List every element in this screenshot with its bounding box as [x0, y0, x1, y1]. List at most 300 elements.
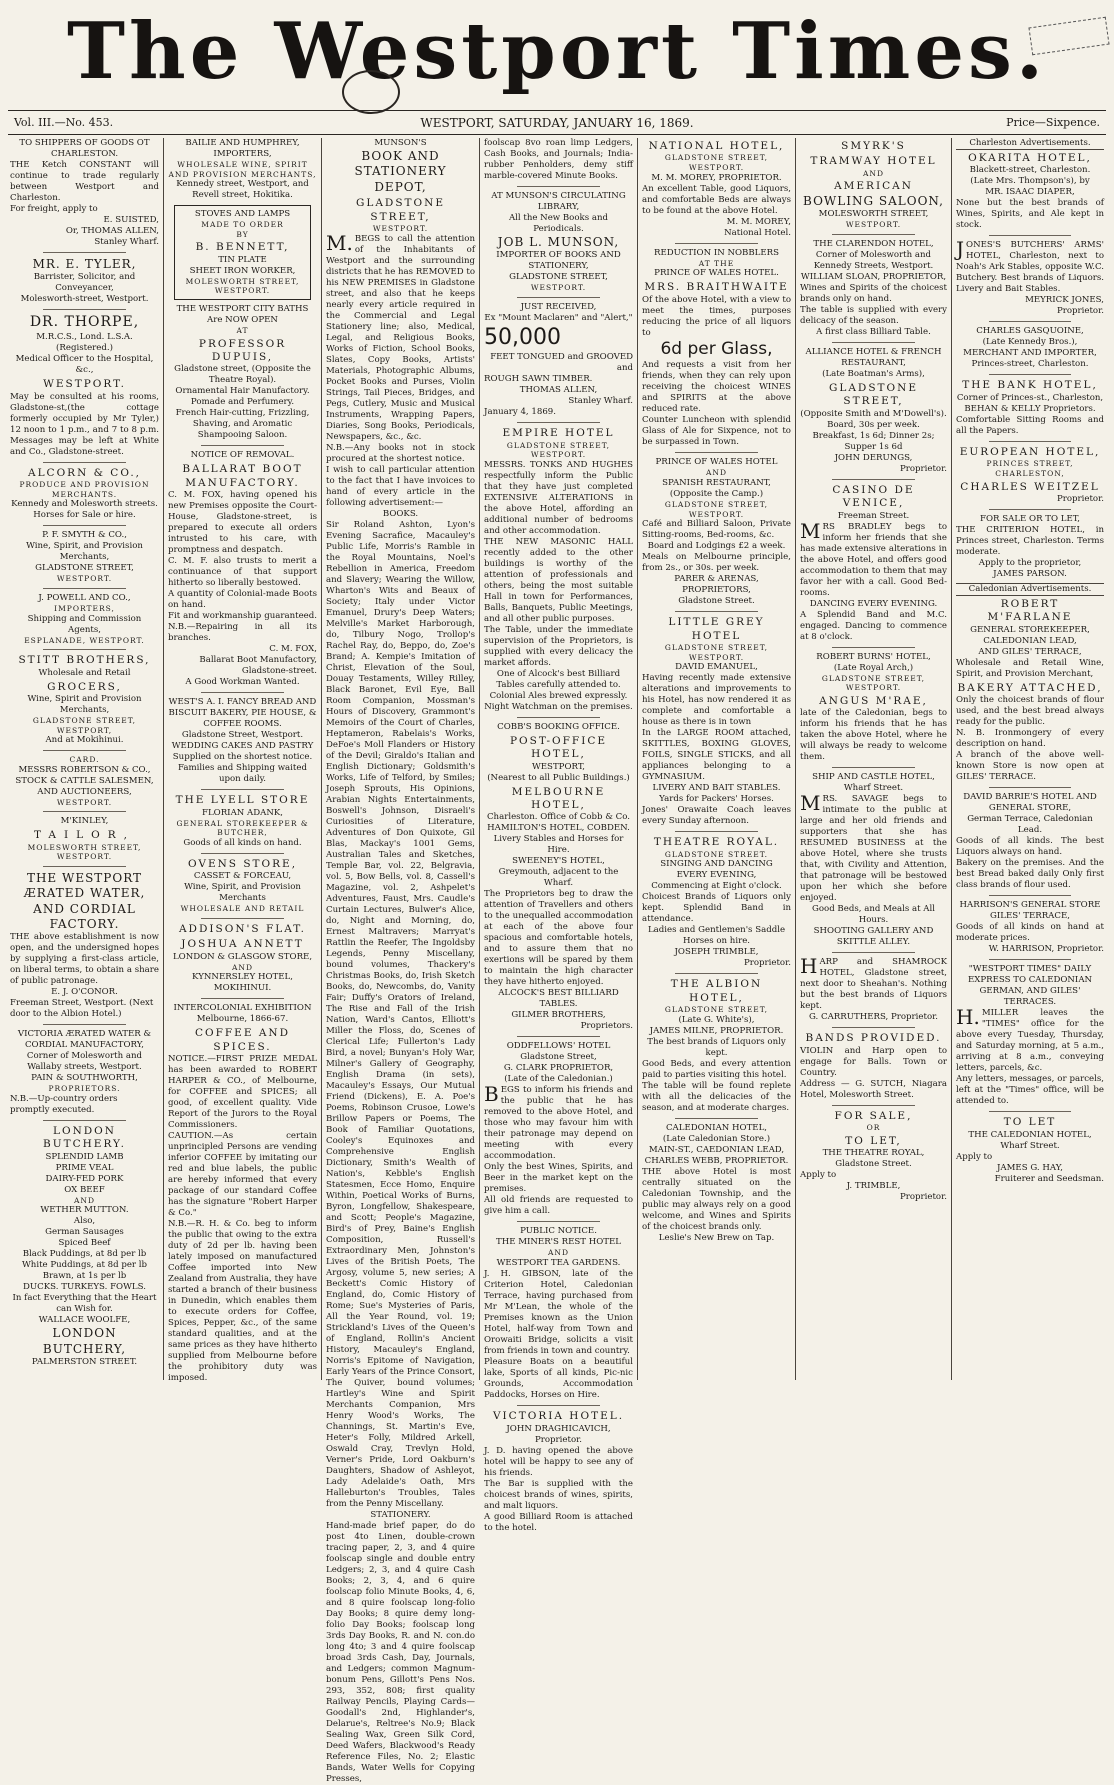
- ad-heading: NATIONAL HOTEL,: [648, 140, 785, 152]
- divider: [517, 1221, 600, 1222]
- ad-text: Brawn, at 1s per lb: [42, 1271, 127, 1282]
- ad-text: Apply to: [956, 1151, 993, 1162]
- ad-text: EVERY EVENING,: [676, 870, 757, 881]
- ad-text: SPLENDID LAMB: [45, 1151, 124, 1162]
- ad-text: I wish to call particular attention to the fact that I have invoices to hand of every article in the following advertisement:—: [326, 464, 475, 508]
- ad-heading: COFFEE AND SPICES.: [194, 1027, 291, 1053]
- issue-date: WESTPORT, SATURDAY, JANUARY 16, 1869.: [420, 116, 694, 130]
- ad-text: GLADSTONE STREET, WESTPORT.: [821, 673, 926, 693]
- divider: [832, 342, 914, 343]
- ad-heading: M'KINLEY,: [60, 816, 109, 827]
- ad-text: GENERAL STOREKEEPER,: [970, 624, 1090, 635]
- ad-text: Choicest Brands of Liquors only kept. Splendid Band in attendance.: [642, 892, 791, 925]
- ad-heading: STITT BROTHERS,: [18, 654, 151, 667]
- ad-text: DAIRY-FED PORK: [45, 1173, 124, 1184]
- ad-text: Colonial Ales brewed expressly.: [489, 690, 628, 701]
- ad-heading: MR. E. TYLER,: [32, 257, 137, 271]
- ad-text: FEET TONGUED and GROOVED and: [490, 352, 633, 374]
- ad-text: In the LARGE ROOM attached, SKITTLES, BOXING GLOVES, FOILS, SINGLE STICKS, and all appliances belonging to a GYMNASIUM.: [642, 728, 791, 783]
- ad-signature: Stanley Wharf.: [568, 396, 633, 407]
- ad-heading: DR. THORPE,: [29, 314, 140, 331]
- ad-heading: THE WESTPORT ÆRATED WATER, AND CORDIAL FACTORY.: [23, 870, 146, 932]
- ad-text: Ex "Mount Maclaren" and "Alert,": [484, 312, 633, 323]
- ad-heading: MRS. BRAITHWAITE: [644, 281, 789, 294]
- ad-text: CARD.: [69, 755, 100, 765]
- ad-text: An excellent Table, good Liquors, and comfortable Beds are always to be found at the above Hotel.: [642, 183, 791, 216]
- ad-text: All the New Books and Periodicals.: [508, 213, 609, 234]
- ad-text: THE CRITERION HOTEL, in Princes street, Charleston. Terms moderate.: [956, 524, 1104, 557]
- ad-text: GLADSTONE STREET,: [828, 381, 919, 408]
- ad-text: DUCKS. TURKEYS. FOWLS.: [23, 1282, 146, 1293]
- ad-signature: Gladstone Street.: [678, 596, 755, 607]
- ad-heading: INTERCOLONIAL EXHIBITION: [173, 1003, 312, 1014]
- divider: [517, 422, 600, 423]
- ad-text: Pleasure Boats on a beautiful lake, Sports of all kinds, Pic-nic Grounds, Accommodation Paddocks, Horses on Hire.: [484, 1357, 633, 1401]
- divider: [675, 243, 758, 244]
- ad-text: January 4, 1869.: [484, 407, 556, 418]
- ad-heading: DAVID BARRIE'S HOTEL AND GENERAL STORE,: [963, 792, 1097, 814]
- ad-text: MR. ISAAC DIAPER,: [985, 187, 1075, 198]
- ad-text: In fact Everything that the Heart can Wish for.: [12, 1293, 157, 1315]
- column-4: [480, 138, 638, 1533]
- divider: [675, 452, 758, 453]
- ad-text: N.B.—R. H. & Co. beg to inform the public that owing to the extra duty of 2d per lb. having been lately imposed on manufactured Coffee imported into New Zealand from Australia, they have started a branch of their business in Dunedin, which enables them to execute orders for Coffee, Spices, Pepper, &c., of the same standard qualities, and at the same prices as they have hitherto supplied from Melbourne before the prohibitory duty was imposed.: [168, 1219, 317, 1384]
- newspaper-title: The Westport Times.: [66, 6, 1048, 97]
- ad-text: AND: [863, 168, 884, 178]
- ad-heading: OVENS STORE,: [187, 857, 298, 870]
- ad-heading: P. F. SMYTH & CO.,: [42, 530, 127, 541]
- column-7: [952, 138, 1108, 1380]
- ad-text: J. D. having opened the above hotel will be happy to see any of his friends.: [484, 1445, 633, 1478]
- ad-text: The table will be found replete with all the delicacies of the season, and at moderate charges.: [642, 1080, 791, 1113]
- divider: [989, 895, 1072, 896]
- ad-text: MOLESWORTH STREET,: [27, 842, 142, 852]
- ad-text: May be consulted at his rooms, Gladstone-st,(the cottage formerly occupied by Mr Tyler,) 12 noon to 1 p.m., and 7 to 8 p.m. Messages may be left at White and Co., Gladstone-street.: [10, 391, 159, 457]
- ad-text: THE NEW MASONIC HALL recently added to the other buildings is worthy of the attention of professionals and others, being the most suitable Hall in town for Performances, Balls, Banquets, Public Meetings, and all other public purposes.: [484, 536, 633, 624]
- ad-text: Goods of all kinds on hand.: [183, 837, 302, 848]
- ad-text: OR: [866, 1123, 881, 1133]
- ad-text: PRINCES STREET, CHARLESTON,: [986, 459, 1074, 478]
- volume-number: Vol. III.—No. 453.: [14, 116, 114, 129]
- ad-text: GLADSTONE STREET,: [35, 563, 134, 574]
- ad-text: GENERAL STOREKEEPER & BUTCHER,: [176, 818, 309, 838]
- ad-text: Barrister, Solicitor, and Conveyancer,: [33, 272, 136, 294]
- divider: [201, 789, 284, 790]
- ad-text: The Bar is supplied with the choicest brands of wines, spirits, and malt liquors.: [484, 1478, 633, 1511]
- ad-text: M.BEGS to call the attention of the Inhabitants of Westport and the surrounding districts that he has REMOVED to his NEW PREMISES in Gladstone street, and also that he keeps nearly every article required in the Commercial and Legal Stationery line; also, Medical, Legal, and Religious Books, Works of Fiction, School Books, Slates, Copy Books, Artists' Materials, Photographic Albums, Pocket Books and Purses, Violin Strings, Tail Pieces, Bridges, and Pegs, Cutlery, Music and Musical Instruments, Wrapping Papers, Diaries, Song Books, Periodicals, Newspapers, &c., &c.: [326, 230, 475, 442]
- ad-text: M.R.C.S., Lond. L.S.A. (Registered.): [36, 332, 133, 354]
- ad-heading: SHIP AND CASTLE HOTEL,: [812, 772, 935, 783]
- ad-heading: THE WESTPORT CITY BATHS Are NOW OPEN: [176, 304, 309, 325]
- ad-text: GLADSTONE STREET,: [664, 1005, 769, 1015]
- ad-heading: JOSHUA ANNETT: [181, 938, 304, 951]
- ad-text: GLADSTONE STREET, WESTPORT.: [506, 440, 611, 460]
- ad-text: (Late Kennedy Bros.),: [982, 337, 1078, 348]
- ad-signature: C. M. FOX,: [269, 644, 317, 655]
- ad-text: MERCHANT AND IMPORTER,: [963, 348, 1097, 359]
- ad-text: A Splendid Band and M.C. engaged. Dancing to commence at 8 o'clock.: [800, 609, 947, 642]
- ad-heading: STOVES AND LAMPS: [194, 209, 291, 220]
- ad-signature: Proprietor.: [899, 1192, 947, 1203]
- ad-text: AND: [74, 1195, 95, 1205]
- ad-heading: THE MINER'S REST HOTEL: [495, 1237, 622, 1248]
- ad-text: Wholesale and Retail: [38, 667, 131, 678]
- ad-heading: VICTORIA HOTEL.: [492, 1410, 625, 1423]
- ad-text: PROPRIETORS.: [48, 1084, 121, 1094]
- ad-text: AT: [236, 326, 249, 335]
- ad-signature: E. J. O'CONOR.: [51, 987, 118, 998]
- royal-seal-emblem: [342, 70, 400, 114]
- ad-heading: BOOK AND STATIONERY DEPOT,: [354, 149, 447, 194]
- ad-heading: THE CALEDONIAN HOTEL,: [968, 1129, 1092, 1140]
- ad-text: A first class Billiard Table.: [816, 326, 931, 337]
- ad-text: CASSET & FORCEAU,: [193, 871, 292, 882]
- ad-heading: ALLIANCE HOTEL & FRENCH RESTAURANT,: [805, 346, 942, 368]
- ad-text: foolscap 8vo roan limp Ledgers, Cash Books, and Journals; India-rubber Penholders, demy stiff marble-covered Minute Books.: [484, 138, 633, 181]
- divider: [832, 1027, 914, 1028]
- ad-signature: Proprietors.: [580, 1021, 633, 1032]
- ad-text: Hand-made brief paper, do do post 4to Linen, double-crown tracing paper, 2, 3, and 4 quire foolscap single and double entry Ledgers; 2, 3, and 4 quire Cash Books; 2, 3, 4, and 6 quire foolscap folio Minute Books, 4, 6, and 8 quire foolscap long-folio Day Books; 8 quire demy long-folio Day Books; foolscap long 3rds Day Books, R. and N. con.do long 4to; 3 and 4 quire foolscap broad 3rds Cash, Day, Journals, and Ledgers; common Magnum-bonum Pens, Gillott's Pens Nos. 293, 352, 808; first quality Railway Pencils, Playing Cards—Goodall's 2nd, Highlander's, Delarue's, Reltree's No.9; Black Sealing Wax, Green Silk Cord, Deed Wafers, Blackwood's Ready Reference Files, No. 2; Elastic Bands, Water Wells for Copying Presses,: [326, 1520, 475, 1784]
- divider: [201, 918, 284, 919]
- ad-text: CAUTION.—As certain unprincipled Persons are vending inferior COFFEE by imitating our red and blue labels, the public are hereby informed that every package of our standard Coffee has the signature "Robert Harper & Co.": [168, 1131, 317, 1219]
- ad-text: LONDON & GLASGOW STORE,: [172, 951, 313, 962]
- ad-heading: GERMAN, AND GILES' TERRACES.: [979, 986, 1081, 1008]
- ad-heading: BOOKS.: [382, 508, 419, 519]
- ad-heading: PRINCE OF WALES HOTEL: [655, 457, 778, 468]
- ad-heading: TO LET: [1003, 1116, 1057, 1129]
- ad-text: Wharf Street.: [843, 783, 904, 794]
- divider: [43, 462, 126, 463]
- divider: [675, 611, 758, 612]
- ad-text: WHOLESALE AND RETAIL: [180, 904, 305, 914]
- ad-text: The table is supplied with every delicacy of the season.: [800, 304, 947, 326]
- ad-text: AND AUCTIONEERS,: [37, 786, 132, 797]
- ad-text: GLADSTONE STREET,: [509, 272, 608, 283]
- ad-text: MESSRS. TONKS AND HUGHES respectfully inform the Public that they have just completed EXTENSIVE ALTERATIONS in the above Hotel, affording an additional number of bedrooms and other accommodation.: [484, 459, 633, 536]
- ad-heading: THE LYELL STORE: [175, 794, 310, 807]
- ad-text: Goods of all kinds. The best Liquors always on hand.: [956, 836, 1104, 858]
- ad-text: Meals on Melbourne principle, from 2s., or 30s. per week.: [642, 552, 791, 574]
- ad-text: German Terrace, Caledonian Lead.: [967, 814, 1093, 836]
- ad-text: Kennedy and Molesworth streets.: [11, 499, 158, 510]
- ad-heading: EMPIRE HOTEL: [502, 427, 615, 440]
- ad-heading: PUBLIC NOTICE.: [520, 1226, 597, 1237]
- ad-heading: BAILIE AND HUMPHREY, IMPORTERS,: [185, 138, 300, 159]
- ad-signature: MEYRICK JONES,: [1025, 295, 1104, 306]
- ad-text: TIN PLATE: [218, 254, 267, 265]
- ad-text: Of the above Hotel, with a view to meet the times, purposes reducing the price of all liquors to: [642, 294, 791, 338]
- ad-text: IMPORTER OF BOOKS AND STATIONERY,: [496, 250, 621, 272]
- ad-text: (Late of the Caledonian.): [504, 1074, 613, 1085]
- ad-heading: THE THEATRE ROYAL,: [822, 1148, 925, 1159]
- ad-text: Livery Stables and Horses for Hire.: [493, 834, 624, 856]
- ad-heading: FOR SALE OR TO LET,: [980, 513, 1080, 524]
- ad-text: AND: [706, 468, 727, 478]
- ad-heading: CASINO DE VENICE,: [832, 483, 915, 510]
- ad-text: Wines and Spirits of the choicest brands only on hand.: [800, 282, 947, 304]
- ad-text: (Opposite the Camp.): [669, 489, 764, 499]
- ad-text: French Hair-cutting, Frizzling, Shaving, and Aromatic Shampooing Saloon.: [175, 408, 310, 441]
- ad-text: Apply to the proprietor,: [978, 557, 1082, 568]
- ad-heading: SMYRK'S: [841, 140, 906, 152]
- ad-text: GLADSTONE STREET, WESTPORT,: [32, 715, 137, 735]
- bordered-advertisement: [174, 205, 311, 300]
- ad-text: WESTPORT.: [56, 574, 113, 584]
- ad-text: Shipping and Commission Agents,: [27, 613, 142, 635]
- masthead-rule-bottom: [8, 134, 1106, 135]
- ad-text: MADE TO ORDER: [201, 220, 284, 230]
- ad-heading: WESTPORT TEA GARDENS.: [496, 1258, 621, 1269]
- divider: [43, 588, 126, 589]
- ad-text: WETHER MUTTON.: [40, 1205, 129, 1216]
- ad-text: STOCK & CATTLE SALESMEN,: [15, 775, 154, 786]
- ad-text: WESTPORT.: [530, 283, 587, 293]
- ad-heading: ALCORN & CO.,: [27, 466, 141, 479]
- ad-text: MRS BRADLEY begs to inform her friends that she has made extensive alterations in the above Hotel, and offers good accommodation to them that may favor her with a call. Good Bed-rooms.: [800, 518, 947, 598]
- ad-text: Medical Officer to the Hospital, &c.,: [15, 354, 154, 376]
- ad-text: WESTPORT.: [56, 852, 113, 862]
- divider: [989, 959, 1072, 960]
- column-1: [6, 138, 164, 1380]
- ad-heading: CALEDONIAN HOTEL,: [665, 1122, 768, 1133]
- ad-text: The Table, under the immediate supervision of the Proprietors, is supplied with every delicacy the market affords.: [484, 624, 633, 668]
- price: Price—Sixpence.: [1006, 116, 1100, 129]
- divider: [43, 866, 126, 867]
- divider: [43, 525, 126, 526]
- ad-text: Fit and workmanship guaranteed. N.B.—Repairing in all its branches.: [168, 611, 317, 644]
- ad-text: BEHAN & KELLY Proprietors.: [964, 403, 1096, 414]
- ad-text: ESPLANADE, WESTPORT.: [24, 635, 145, 645]
- masthead: [0, 0, 1114, 120]
- ad-text: Apply to: [800, 1170, 837, 1181]
- ad-text: Black Puddings, at 8d per lb: [22, 1249, 147, 1260]
- divider: [517, 1405, 600, 1406]
- advertisement-columns: [6, 138, 1108, 1784]
- ad-text: Also,: [73, 1216, 96, 1227]
- ad-text: CALEDONIAN LEAD,: [983, 635, 1077, 646]
- ad-signature: Fruiterer and Seedsman.: [994, 1173, 1104, 1184]
- ad-text: And requests a visit from her friends, when they can rely upon receiving the choicest WINES and SPIRITS at the above reduced rate.: [642, 360, 791, 415]
- ad-heading: REDUCTION IN NOBBLERS: [653, 247, 780, 258]
- ad-heading: HAMILTON'S HOTEL, COBDEN.: [487, 823, 630, 834]
- ad-text: G. CLARK PROPRIETOR,: [503, 1063, 614, 1074]
- ad-heading: ANGUS M'RAE,: [819, 694, 928, 707]
- ad-text: Freeman Street.: [837, 510, 910, 521]
- divider: [989, 374, 1072, 375]
- ad-text: Café and Billiard Saloon, Private Sitting-rooms, Bed-rooms, &c.: [642, 519, 791, 541]
- ad-text: Kennedy street, Westport, and Revell street, Hokitika.: [176, 179, 309, 201]
- ad-text: MOKIHINUI.: [213, 983, 272, 994]
- ad-signature: PARER & ARENAS, PROPRIETORS,: [674, 574, 759, 596]
- ad-text: Proprietor.: [534, 1434, 583, 1445]
- ad-text: Spiced Beef: [58, 1238, 111, 1249]
- ad-heading: THE CLARENDON HOTEL,: [813, 238, 934, 249]
- ad-signature: PALMERSTON STREET.: [31, 1357, 138, 1368]
- ad-heading: PROFESSOR DUPUIS,: [198, 337, 287, 364]
- ad-heading: ADDISON'S FLAT.: [178, 923, 307, 935]
- ad-text: Sir Roland Ashton, Lyon's Evening Sacrafice, Macauley's Public Life, Morris's Ramble in the Royal Mountains, Noel's Rebellion in America, Freedom and Slavery; Wearing the Willow, Wharton's Wits and Beaux of Society; Italy under Victor Emanuel, Drury's Deep Waters; Melville's Market Harborough, do, Tilbury Nogo, Trollop's Rachel Ray, do, Beppo, do, Zoe's Brand; A. Kempie's Imitation of Christ, Elevation of the Soul, Douay Testaments, Willey Rilley, Black Baronet, Evil Eye, Ball Room Companion, Mossman's Hours of Discovery, Grammont's Memoirs of the Court of Charles, Heptameron, Rabelais's Works, DeFoe's Moll Flanders or History of the Devil; Giraldo's Italian and English Dictionary; Goldsmith's Works, Life of Telford, by Smiles; Joseph Sprouts, His Opinions, Arabian Nights Entertainments, Boswell's Johnson, Disraeli's Curiosities of Literature, Adventures of Don Quixote, Gil Blas, Mackay's 1001 Gems, Australian Tales and Sketches, Temple Bar, vol. 22, Belgravia, vol. 5, Bow Bells, vol. 8, Cassell's Magazine, vol. 2, Ashpelet's Adventures, Faust, Mrs. Caudle's Curtain Lectures, Bulwer's Alice, do, Night and Morning, do, Ernest Maltravers; Marryat's Rattlin the Reefer, The Ingoldsby Legends, Penny Miscellany, bound volumes, Thackery's Christmas Books, do, Irish Sketch Books, do, Newcombs, do, Vanity Fair; Duffy's Orators of Ireland, The Rise and Fall of the Irish Nation, Ward's Cantos, Elliott's Miller the Floss, do, Scenes of Clerical Life; Fullerton's Lady Bird, a novel; Bunyan's Holy War, Milner's Gallery of Geography, English Drama (in sets), Macauley's Essays, Our Mutual Friend (Dickens), E. A. Poe's Poems, Robinson Crusoe, Lowe's Brillow Papers or Poems, The Book of Familiar Quotations, Cooley's Equinoxes and Comprehensive English Dictionary, Smith's Wealth of Nation's, Kebble's English Statesmen, Ecce Homo, Enquire Within, Poetical Works of Burns, Byron, Longfellow, Shakespeare, and Scott; People's Magazine, Bird's of Prey, Baine's English Composition, Russell's Extraordinary Men, Johnston's Lives of the British Poets, The Argosy, volume 5, new series; A Beckett's Comic History of England, do, Comic History of Rome; Sue's Mysteries of Paris, All the Year Round, vol. 19; Strickland's Lives of the Queen's of England, Rollin's Ancient History, Macauley's England, Norris's Epitome of Navigation, Early Years of the Prince Consort, The Quiver, bound volumes; Hartley's Wine and Spirit Merchants Companion, Mrs Henry Wood's Works, The Channings, St. Martin's Eve, Heter's Folly, Mildred Arkell, Oswald Cray, Trevlyn Hold, Verner's Pride, Lord Oakburn's Daughters, Shadow of Ashleyot, Lady Adelaide's Oath, Mrs Halleburton's Troubles, Tales from the Penny Miscellany.: [326, 519, 475, 1509]
- ad-text: Wine, Spirit, and Provision Merchants: [184, 882, 301, 904]
- ad-heading: VICTORIA ÆRATED WATER & CORDIAL MANUFACTORY,: [17, 1029, 152, 1051]
- ad-text: WHOLESALE WINE, SPIRIT AND PROVISION MERCHANTS,: [168, 160, 317, 179]
- ad-heading: SWEENEY'S HOTEL,: [512, 856, 605, 867]
- ad-heading: COBB'S BOOKING OFFICE.: [497, 721, 620, 732]
- ad-figure: 6d per Glass,: [660, 338, 773, 359]
- masthead-rule-top: [8, 110, 1106, 111]
- ad-text: Corner of Molesworth and Kennedy Streets, Westport.: [813, 249, 934, 271]
- ad-text: German Sausages: [45, 1227, 124, 1238]
- ad-signature: Stanley Wharf.: [94, 237, 159, 247]
- column-2: [164, 138, 322, 1384]
- ad-text: KYNNERSLEY HOTEL,: [192, 972, 293, 983]
- ad-signature: JOSEPH TRIMBLE,: [674, 947, 759, 958]
- ad-text: (Late Boatman's Arms),: [822, 368, 925, 379]
- ad-text: WESTPORT.: [56, 797, 113, 807]
- ad-signature: Proprietor.: [1056, 306, 1104, 317]
- ad-signature: W. HARRISON, Proprietor.: [988, 944, 1104, 955]
- ad-text: (Late G. White's),: [678, 1014, 755, 1025]
- ad-text: JONES'S BUTCHERS' ARMS' HOTEL, Charleston, next to Noah's Ark Stables, opposite W.C. Butchery. Best brands of Liquors. Livery and Bait Stables.: [956, 237, 1104, 295]
- ad-text: Address — G. SUTCH, Niagara Hotel, Molesworth Street.: [800, 1078, 947, 1100]
- divider: [989, 235, 1072, 236]
- ad-text: C. M. F. also trusts to merit a continuance of that support hitherto so liberally bestowed.: [168, 556, 317, 589]
- ad-text: BEGS to inform his friends and the public that he has removed to the above Hotel, and those who may favour him with their patronage may depend on meeting with every accommodation.: [484, 1082, 633, 1162]
- ad-signature: National Hotel.: [724, 227, 791, 238]
- ad-heading: SINGING AND DANCING: [660, 859, 773, 870]
- ad-heading: J. POWELL AND CO.,: [38, 592, 131, 603]
- ad-text: Board and Lodgings £2 a week.: [647, 541, 786, 552]
- ad-text: Gladstone street, (Opposite the Theatre Royal).: [174, 364, 311, 386]
- ad-heading: JOB L. MUNSON,: [497, 235, 620, 249]
- ad-text: Blackett-street, Charleston.: [969, 165, 1091, 176]
- ad-text: DAVID EMANUEL,: [675, 662, 758, 673]
- ad-heading: TO LET,: [845, 1134, 902, 1147]
- ad-text: (Late Caledonian Store.): [662, 1133, 771, 1144]
- ad-signature: JOHN DERUNGS,: [834, 452, 913, 463]
- ad-text: Night Watchman on the premises.: [484, 701, 633, 712]
- divider: [675, 831, 758, 832]
- ad-text: All old friends are requested to give him a call.: [484, 1195, 633, 1217]
- ad-heading: AMERICAN: [834, 180, 913, 193]
- ad-heading: STATIONERY.: [370, 1509, 431, 1520]
- column-3: [322, 138, 480, 1784]
- ad-text: Charleston. Office of Cobb & Co.: [486, 812, 631, 823]
- divider: [201, 692, 284, 693]
- ad-text: ROUGH SAWN TIMBER.: [484, 374, 593, 385]
- divider: [43, 309, 126, 310]
- ad-text: SHEET IRON WORKER,: [189, 265, 296, 276]
- ad-text: (Nearest to all Public Buildings.): [487, 772, 630, 783]
- ad-text: AT THE: [698, 258, 735, 268]
- ad-text: Counter Luncheon with splendid Glass of Ale for Sixpence, not to be surpassed in Town.: [642, 415, 791, 448]
- ad-text: Melbourne, 1866-67.: [196, 1014, 289, 1025]
- ad-heading: BANDS PROVIDED.: [805, 1032, 942, 1045]
- ad-heading: TO SHIPPERS OF GOODS OT CHARLESTON.: [19, 138, 150, 159]
- ad-text: Comfortable Sitting Rooms and all the Papers.: [956, 414, 1104, 436]
- ad-signature: J. TRIMBLE,: [846, 1181, 901, 1192]
- ad-text: N.B.—Any books not in stock procured at the shortest notice.: [326, 442, 475, 464]
- ad-text: AND: [548, 1248, 569, 1258]
- divider: [832, 479, 914, 480]
- ad-text: OX BEEF: [64, 1184, 105, 1195]
- ad-heading: "WESTPORT TIMES" DAILY: [968, 964, 1092, 975]
- ad-text: WESTPORT.: [43, 378, 126, 391]
- ad-text: The best brands of Liquors only kept.: [647, 1036, 786, 1058]
- ad-text: HARP and SHAMROCK HOTEL, Gladstone street, next door to Sheahan's. Nothing but the best brands of Liquors kept.: [800, 954, 947, 1012]
- ad-text: A branch of the above well-known Store is now open at GILES' TERRACE.: [956, 750, 1104, 783]
- ad-text: M. M. MOREY, PROPRIETOR.: [651, 172, 782, 183]
- ad-signature: PAIN & SOUTHWORTH,: [31, 1073, 138, 1084]
- ad-heading: LIVERY AND BAIT STABLES.: [652, 783, 781, 794]
- ad-text: Wharf Street.: [1000, 1140, 1060, 1151]
- ad-text: TAILOR,: [34, 829, 135, 842]
- ad-text: GLADSTONE STREET,: [664, 153, 769, 163]
- ad-text: Any letters, messages, or parcels, left at the "Times" office, will be attended to.: [956, 1074, 1104, 1107]
- ad-text: Good Beds, and Meals at All Hours.: [811, 904, 936, 926]
- divider: [43, 649, 126, 650]
- ad-text: Families and Shipping waited upon daily.: [178, 763, 307, 785]
- ad-text: Wine, Spirit and Provision Merchants,: [27, 693, 142, 715]
- ad-signature: Proprietor.: [743, 958, 791, 969]
- ad-text: A Good Workman Wanted.: [185, 677, 300, 688]
- divider: [517, 297, 600, 298]
- ad-text: Gladstone Street.: [835, 1159, 912, 1170]
- divider: [43, 252, 126, 253]
- ad-text: Commencing at Eight o'clock.: [651, 881, 782, 892]
- ad-heading: B. BENNETT,: [195, 241, 290, 254]
- ad-text: WESTPORT,: [531, 761, 586, 772]
- ad-text: Goods of all kinds on hand at moderate prices.: [956, 922, 1104, 944]
- ad-heading: WEST'S A. I. FANCY BREAD AND BISCUIT BAKERY, PIE HOUSE, & COFFEE ROOMS.: [168, 697, 317, 730]
- ad-signature: JAMES PARSON.: [993, 568, 1067, 579]
- divider: [43, 1120, 126, 1121]
- ad-text: NOTICE.—FIRST PRIZE MEDAL has been awarded to ROBERT HARPER & CO., of Melbourne, for COFFEE and SPICES; all good, of excellent quality. Vide Report of the Jurors to the Royal Commissioners.: [168, 1054, 317, 1131]
- ad-heading: SPANISH RESTAURANT,: [662, 478, 771, 488]
- ad-text: GLADSTONE STREET, WESTPORT.: [664, 643, 769, 662]
- ad-heading: DANCING EVERY EVENING.: [809, 598, 938, 609]
- divider: [832, 647, 914, 648]
- ad-text: THE above Hotel is most centrally situated on the Caledonian Township, and the public may always rely on a good welcome, and Wines and Spirits of the choicest brands only.: [642, 1166, 791, 1232]
- ad-text: Wine, Spirit, and Provision Merchants,: [26, 541, 143, 563]
- ad-heading: BOWLING SALOON,: [803, 193, 944, 208]
- ad-text: MAIN-ST., CAEDONIAN LEAD,: [648, 1144, 785, 1155]
- divider: [989, 441, 1072, 442]
- ad-heading: MUNSON'S: [374, 138, 427, 148]
- ad-heading: EUROPEAN HOTEL,: [959, 445, 1101, 458]
- ad-text: IMPORTERS,: [54, 603, 115, 613]
- ad-heading: MESSRS ROBERTSON & CO.,: [18, 764, 151, 775]
- divider: [43, 750, 126, 751]
- ad-heading: NOTICE OF REMOVAL.: [190, 450, 295, 461]
- ad-text: Breakfast, 1s 6d; Dinner 2s; Supper 1s 6d: [812, 430, 935, 452]
- ad-signature: G. CARRUTHERS, Proprietor.: [808, 1012, 939, 1023]
- ad-text: late of the Caledonian, begs to inform his friends that he has taken the above Hotel, where he will always be ready to welcome them.: [800, 708, 947, 763]
- divider: [517, 1036, 600, 1037]
- divider: [517, 186, 600, 187]
- ad-text: Corner of Princes-st., Charleston,: [956, 392, 1104, 403]
- ad-text: Good Beds, and every attention paid to parties visiting this hotel.: [642, 1058, 791, 1080]
- divider: [832, 1105, 914, 1106]
- ad-text: Ladies and Gentlemen's Saddle Horses on hire.: [647, 925, 786, 947]
- ad-signature: GILMER BROTHERS,: [511, 1010, 606, 1021]
- ad-heading: AT MUNSON'S CIRCULATING LIBRARY,: [491, 191, 626, 212]
- divider: [832, 767, 914, 768]
- ad-text: Horses for Sale or hire.: [33, 510, 136, 521]
- ad-heading: OKARITA HOTEL,: [968, 152, 1092, 164]
- ad-text: AND GILES' TERRACE,: [978, 646, 1082, 657]
- ad-text: MOLESWORTH STREET, WESTPORT.: [185, 276, 300, 296]
- ad-text: WEDDING CAKES AND PASTRY: [171, 741, 314, 752]
